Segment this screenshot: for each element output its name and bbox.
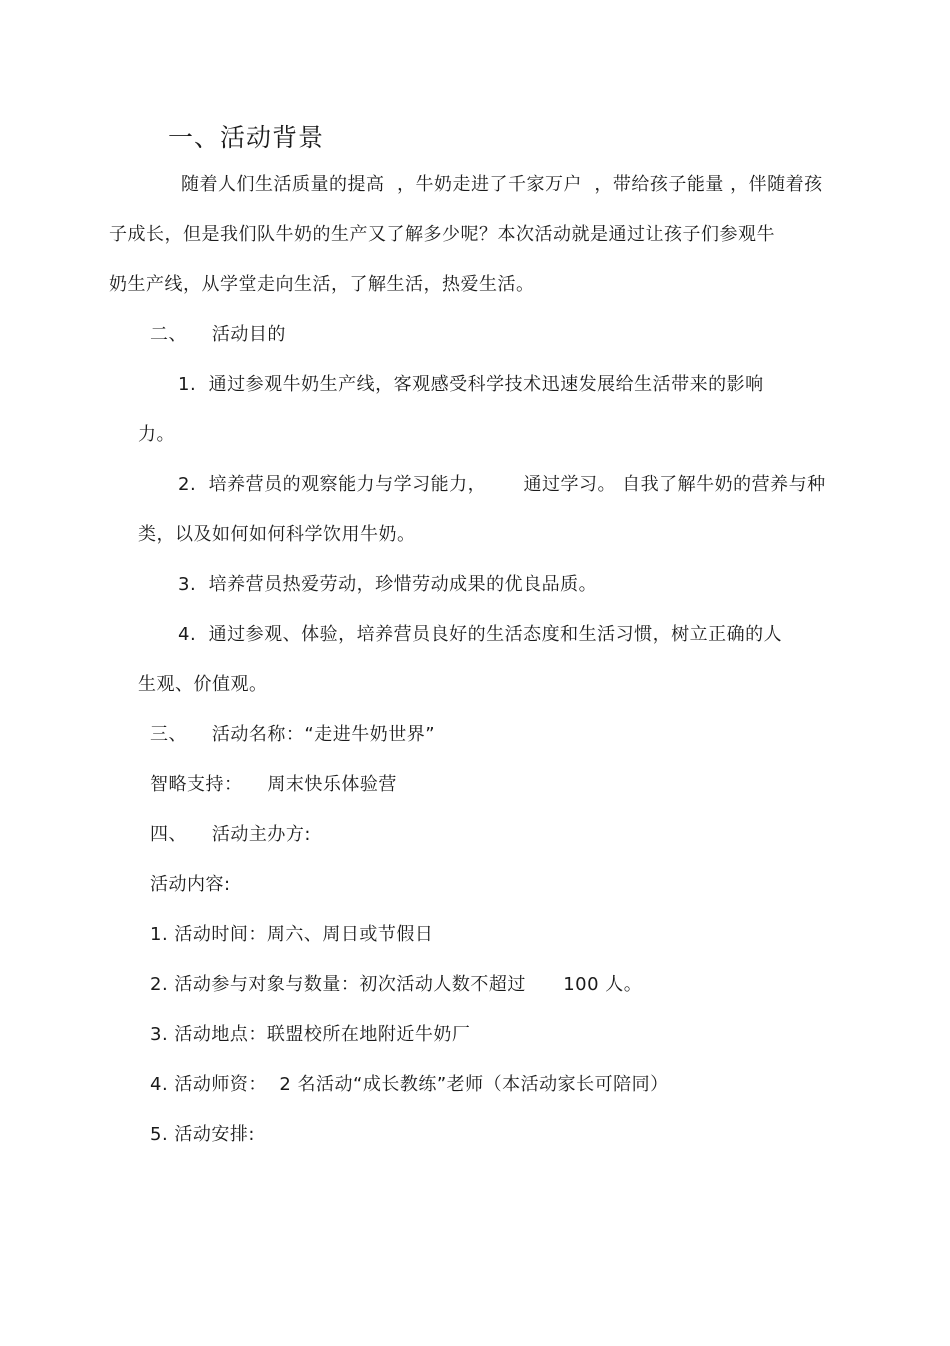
- section-2-heading: 二、 活动目的: [150, 324, 286, 345]
- goal-item-4-line-2: 生观、价值观。: [138, 674, 268, 695]
- goal-item-2-line-2: 类，以及如何如何科学饮用牛奶。: [138, 524, 416, 545]
- goal-item-3: 3. 培养营员热爱劳动，珍惜劳动成果的优良品质。: [178, 574, 598, 595]
- content-item-schedule: 5. 活动安排:: [150, 1124, 255, 1145]
- background-paragraph-line-1: 随着人们生活质量的提高 ，牛奶走进了千家万户 ，带给孩子能量 ，伴随着孩: [181, 174, 823, 195]
- background-paragraph-line-3: 奶生产线，从学堂走向生活，了解生活，热爱生活。: [109, 274, 535, 295]
- background-paragraph-line-2: 子成长，但是我们队牛奶的生产又了解多少呢？本次活动就是通过让孩子们参观牛: [109, 224, 775, 245]
- goal-item-4-line-1: 4. 通过参观、体验，培养营员良好的生活态度和生活习惯，树立正确的人: [178, 624, 783, 645]
- section-1-heading: 一、活动背景: [168, 123, 325, 152]
- goal-item-1-line-2: 力。: [138, 424, 175, 445]
- goal-item-2-line-1: 2. 培养营员的观察能力与学习能力， 通过学习。 自我了解牛奶的营养与种: [178, 474, 826, 495]
- section-4-heading: 四、 活动主办方:: [150, 824, 311, 845]
- section-3-heading: 三、 活动名称：“走进牛奶世界”: [150, 724, 436, 745]
- support-line: 智略支持： 周末快乐体验营: [150, 774, 397, 795]
- content-item-teachers: 4. 活动师资： 2 名活动“成长教练”老师（本活动家长可陪同）: [150, 1074, 669, 1095]
- content-label: 活动内容:: [150, 874, 231, 895]
- goal-item-1-line-1: 1. 通过参观牛奶生产线，客观感受科学技术迅速发展给生活带来的影响: [178, 374, 764, 395]
- content-item-location: 3. 活动地点：联盟校所在地附近牛奶厂: [150, 1024, 471, 1045]
- content-item-participants: 2. 活动参与对象与数量：初次活动人数不超过 100 人。: [150, 974, 643, 995]
- content-item-time: 1. 活动时间：周六、周日或节假日: [150, 924, 434, 945]
